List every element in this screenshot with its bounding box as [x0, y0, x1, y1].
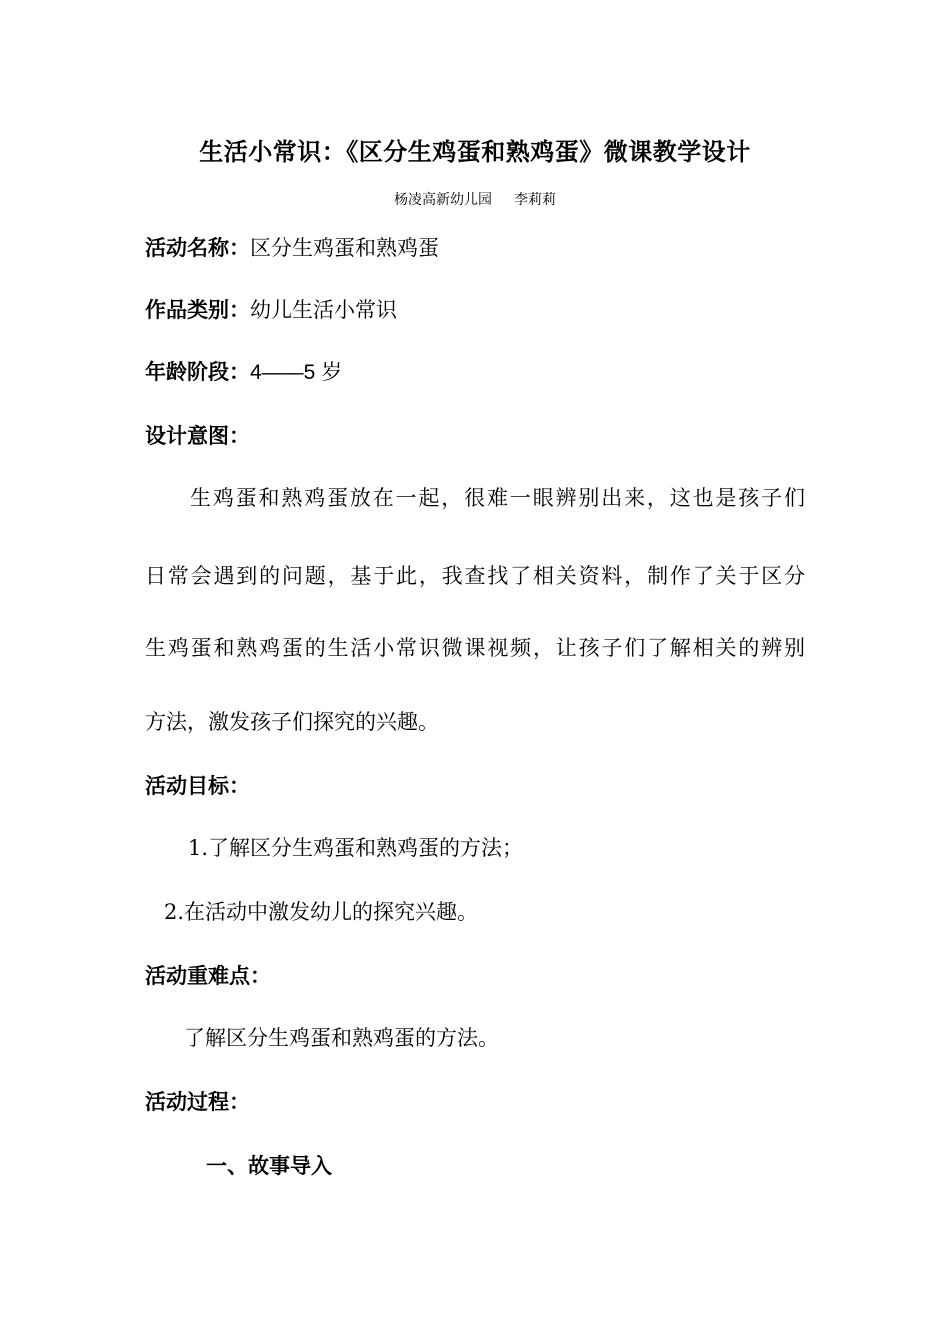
age-row: [145, 358, 342, 387]
design-intent-line: 方法，激发孩子们探究的兴趣。: [145, 710, 439, 734]
process-heading: 活动过程：: [145, 1090, 250, 1114]
activity-name-row: [145, 234, 439, 262]
work-type-value: 幼儿生活小常识: [250, 298, 397, 322]
work-type-row: [145, 296, 397, 324]
design-intent-line: 生鸡蛋和熟鸡蛋的生活小常识微课视频，让孩子们了解相关的辨别: [145, 636, 805, 660]
goal-item: 1.了解区分生鸡蛋和熟鸡蛋的方法；: [188, 836, 524, 860]
author-name: 李莉莉: [514, 192, 556, 208]
design-intent-line: 日常会遇到的问题，基于此，我查找了相关资料，制作了关于区分: [145, 564, 805, 588]
process-step-heading: 一、故事导入: [206, 1154, 332, 1178]
author-organization: 杨凌高新幼儿园: [394, 192, 492, 208]
age-label: 年龄阶段：: [145, 360, 250, 384]
key-points-heading: 活动重难点：: [145, 964, 271, 988]
work-type-label: 作品类别：: [145, 298, 250, 322]
goal-item: 2.在活动中激发幼儿的探究兴趣。: [164, 900, 479, 924]
key-points-text: 了解区分生鸡蛋和熟鸡蛋的方法。: [184, 1026, 499, 1050]
document-title: 生活小常识：《区分生鸡蛋和熟鸡蛋》微课教学设计: [199, 138, 751, 166]
author-line: [0, 190, 950, 210]
design-intent-line: 生鸡蛋和熟鸡蛋放在一起，很难一眼辨别出来，这也是孩子们: [190, 486, 805, 510]
goals-heading: 活动目标：: [145, 774, 250, 798]
design-intent-heading: 设计意图：: [145, 424, 250, 448]
activity-name-value: 区分生鸡蛋和熟鸡蛋: [250, 236, 439, 260]
activity-name-label: 活动名称：: [145, 236, 250, 260]
age-value: 4——5 岁: [250, 361, 343, 384]
